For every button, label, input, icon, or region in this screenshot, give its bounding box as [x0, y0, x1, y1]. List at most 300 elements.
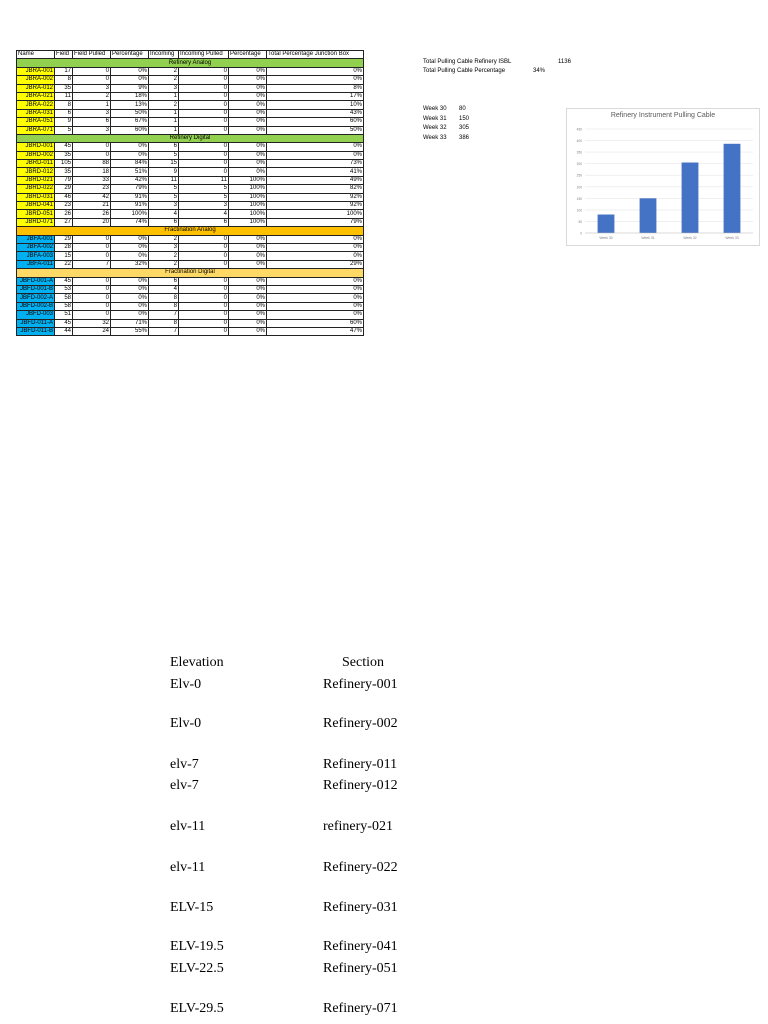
cell-incoming[interactable]: 3: [149, 84, 179, 92]
cell-incoming[interactable]: 4: [149, 210, 179, 218]
col-header-name: Name: [17, 51, 55, 59]
cell-field-percentage[interactable]: 32%: [111, 260, 149, 268]
cell-incoming[interactable]: 8: [149, 302, 179, 310]
cell-incoming-percentage[interactable]: 0%: [229, 235, 267, 243]
cell-incoming-percentage[interactable]: 0%: [229, 277, 267, 285]
section-value: Refinery-001: [323, 677, 398, 692]
cell-incoming-pulled[interactable]: 0: [179, 84, 229, 92]
cell-jb-name[interactable]: JBRD-021: [17, 176, 55, 184]
cell-total-percentage[interactable]: 79%: [267, 218, 364, 226]
cell-field[interactable]: 35: [55, 84, 73, 92]
cell-field-percentage[interactable]: 84%: [111, 160, 149, 168]
cell-field[interactable]: 9: [55, 118, 73, 126]
cell-incoming-pulled[interactable]: 0: [179, 151, 229, 159]
cell-field-pulled[interactable]: 33: [73, 176, 111, 184]
cell-field[interactable]: 5: [55, 126, 73, 134]
cell-field-percentage[interactable]: 51%: [111, 168, 149, 176]
cell-incoming[interactable]: 2: [149, 252, 179, 260]
cell-incoming-percentage[interactable]: 0%: [229, 84, 267, 92]
cell-total-percentage[interactable]: 0%: [267, 302, 364, 310]
cell-incoming-percentage[interactable]: 100%: [229, 218, 267, 226]
cell-field-percentage[interactable]: 0%: [111, 67, 149, 75]
cell-incoming-pulled[interactable]: 0: [179, 302, 229, 310]
cell-field[interactable]: 35: [55, 168, 73, 176]
cell-incoming-percentage[interactable]: 0%: [229, 294, 267, 302]
cell-incoming[interactable]: 6: [149, 143, 179, 151]
cell-jb-name[interactable]: JBRD-031: [17, 193, 55, 201]
cell-incoming-pulled[interactable]: 0: [179, 319, 229, 327]
cell-jb-name[interactable]: JBFA-011: [17, 260, 55, 268]
cell-total-percentage[interactable]: 92%: [267, 193, 364, 201]
section-title: Refinery Digital: [17, 134, 364, 142]
cell-incoming-pulled[interactable]: 11: [179, 176, 229, 184]
cell-field-percentage[interactable]: 0%: [111, 302, 149, 310]
cell-total-percentage[interactable]: 49%: [267, 176, 364, 184]
cell-jb-name[interactable]: JBFD-011-A: [17, 319, 55, 327]
cell-incoming[interactable]: 8: [149, 294, 179, 302]
cell-field-pulled[interactable]: 0: [73, 285, 111, 293]
cell-incoming-pulled[interactable]: 0: [179, 327, 229, 335]
cell-incoming-pulled[interactable]: 4: [179, 210, 229, 218]
cell-field[interactable]: 28: [55, 243, 73, 251]
cell-jb-name[interactable]: JBRD-071: [17, 218, 55, 226]
cell-field-pulled[interactable]: 0: [73, 294, 111, 302]
cell-incoming[interactable]: 11: [149, 176, 179, 184]
cell-field[interactable]: 23: [55, 202, 73, 210]
cell-field[interactable]: 8: [55, 76, 73, 84]
cell-incoming[interactable]: 1: [149, 92, 179, 100]
cell-field-pulled[interactable]: 0: [73, 311, 111, 319]
cell-jb-name[interactable]: JBRA-071: [17, 126, 55, 134]
cell-field-pulled[interactable]: 88: [73, 160, 111, 168]
cell-field-pulled[interactable]: 18: [73, 168, 111, 176]
cell-incoming-percentage[interactable]: 0%: [229, 319, 267, 327]
cell-total-percentage[interactable]: 10%: [267, 101, 364, 109]
cell-incoming[interactable]: 5: [149, 185, 179, 193]
cell-incoming-pulled[interactable]: 0: [179, 92, 229, 100]
cell-incoming-percentage[interactable]: 100%: [229, 193, 267, 201]
elevation-value: elv-7: [170, 778, 199, 793]
cell-incoming[interactable]: 1: [149, 118, 179, 126]
elevation-value: Elv-0: [170, 716, 202, 731]
cell-field[interactable]: 51: [55, 311, 73, 319]
summary-pct-value: 34%: [533, 68, 546, 74]
cell-jb-name[interactable]: JBRD-011: [17, 160, 55, 168]
cell-jb-name[interactable]: JBFD-001-B: [17, 285, 55, 293]
cell-incoming-pulled[interactable]: 3: [179, 202, 229, 210]
cell-incoming-pulled[interactable]: 0: [179, 235, 229, 243]
cell-incoming-pulled[interactable]: 0: [179, 285, 229, 293]
cell-field-percentage[interactable]: 0%: [111, 285, 149, 293]
cell-incoming[interactable]: 2: [149, 235, 179, 243]
bar[interactable]: [640, 198, 657, 233]
elevation-header: Elevation: [170, 655, 224, 670]
week-label: Week 32: [423, 125, 447, 131]
cell-field[interactable]: 15: [55, 252, 73, 260]
y-tick-label: 450: [576, 127, 582, 132]
section-header-row: [17, 269, 364, 277]
cell-field-pulled[interactable]: 21: [73, 202, 111, 210]
elevation-value: ELV-19.5: [170, 939, 224, 954]
cell-field-pulled[interactable]: 1: [73, 101, 111, 109]
cell-total-percentage[interactable]: 82%: [267, 185, 364, 193]
cell-field[interactable]: 26: [55, 210, 73, 218]
cell-jb-name[interactable]: JBFD-001-A: [17, 277, 55, 285]
cell-total-percentage[interactable]: 100%: [267, 210, 364, 218]
cell-total-percentage[interactable]: 0%: [267, 277, 364, 285]
cell-incoming[interactable]: 8: [149, 319, 179, 327]
cell-field-percentage[interactable]: 42%: [111, 176, 149, 184]
cell-field[interactable]: 8: [55, 101, 73, 109]
cell-jb-name[interactable]: JBFD-003: [17, 311, 55, 319]
table-row: [17, 243, 364, 251]
week-label: Week 33: [423, 134, 447, 141]
cell-incoming[interactable]: 5: [149, 151, 179, 159]
table-row: [17, 160, 364, 168]
cell-jb-name[interactable]: JBRA-031: [17, 109, 55, 117]
cell-incoming[interactable]: 6: [149, 277, 179, 285]
cell-jb-name[interactable]: JBFA-002: [17, 243, 55, 251]
cell-incoming[interactable]: 2: [149, 76, 179, 84]
cell-incoming-pulled[interactable]: 0: [179, 109, 229, 117]
cell-field[interactable]: 11: [55, 92, 73, 100]
cell-incoming[interactable]: 9: [149, 168, 179, 176]
cell-field-percentage[interactable]: 79%: [111, 185, 149, 193]
section-value: Refinery-051: [323, 961, 398, 976]
cell-field[interactable]: 53: [55, 285, 73, 293]
cell-total-percentage[interactable]: 8%: [267, 84, 364, 92]
cell-total-percentage[interactable]: 0%: [267, 67, 364, 75]
cell-field-percentage[interactable]: 0%: [111, 243, 149, 251]
cell-incoming[interactable]: 2: [149, 67, 179, 75]
cell-incoming-percentage[interactable]: 100%: [229, 185, 267, 193]
table-row: [17, 327, 364, 335]
cell-incoming-pulled[interactable]: 0: [179, 67, 229, 75]
cell-field-pulled[interactable]: 23: [73, 185, 111, 193]
table-row: [17, 319, 364, 327]
y-tick-label: 300: [576, 162, 582, 167]
cell-field-percentage[interactable]: 18%: [111, 92, 149, 100]
cell-incoming-pulled[interactable]: 0: [179, 260, 229, 268]
cell-field[interactable]: 29: [55, 235, 73, 243]
cell-field-pulled[interactable]: 0: [73, 67, 111, 75]
cell-field-pulled[interactable]: 20: [73, 218, 111, 226]
table-row: [17, 168, 364, 176]
cell-total-percentage[interactable]: 29%: [267, 260, 364, 268]
cell-incoming[interactable]: 15: [149, 160, 179, 168]
col-header-incoming-pulled: Incoming Pulled: [179, 51, 229, 59]
week-value: 305: [459, 125, 470, 131]
cell-incoming-percentage[interactable]: 0%: [229, 160, 267, 168]
cell-incoming-percentage[interactable]: 0%: [229, 101, 267, 109]
cell-incoming[interactable]: 3: [149, 202, 179, 210]
cell-incoming-pulled[interactable]: 0: [179, 277, 229, 285]
section-value: Refinery-031: [323, 900, 398, 915]
cell-field[interactable]: 79: [55, 176, 73, 184]
cell-field-pulled[interactable]: 0: [73, 277, 111, 285]
cell-field-percentage[interactable]: 60%: [111, 126, 149, 134]
cell-total-percentage[interactable]: 43%: [267, 109, 364, 117]
cell-field-percentage[interactable]: 13%: [111, 101, 149, 109]
cell-field-percentage[interactable]: 91%: [111, 202, 149, 210]
cell-incoming-percentage[interactable]: 0%: [229, 76, 267, 84]
cell-field-percentage[interactable]: 100%: [111, 210, 149, 218]
table-row: [17, 202, 364, 210]
cell-total-percentage[interactable]: 0%: [267, 285, 364, 293]
summary-total-label: Total Pulling Cable Refinery ISBL: [423, 59, 512, 65]
cell-jb-name[interactable]: JBRA-001: [17, 67, 55, 75]
table-header-row: [17, 51, 364, 59]
cell-jb-name[interactable]: JBRA-002: [17, 76, 55, 84]
cell-field-pulled[interactable]: 26: [73, 210, 111, 218]
table-row: [17, 294, 364, 302]
section-value: Refinery-041: [323, 939, 398, 954]
cell-incoming-percentage[interactable]: 0%: [229, 252, 267, 260]
cell-field[interactable]: 35: [55, 151, 73, 159]
y-tick-label: 150: [576, 196, 582, 201]
cell-incoming-percentage[interactable]: 0%: [229, 302, 267, 310]
cell-incoming[interactable]: 1: [149, 126, 179, 134]
cell-total-percentage[interactable]: 0%: [267, 235, 364, 243]
cell-field-percentage[interactable]: 0%: [111, 151, 149, 159]
cell-field-pulled[interactable]: 2: [73, 92, 111, 100]
cell-jb-name[interactable]: JBFD-002-A: [17, 294, 55, 302]
cell-incoming-percentage[interactable]: 0%: [229, 327, 267, 335]
cell-incoming-percentage[interactable]: 0%: [229, 118, 267, 126]
cell-field-pulled[interactable]: 3: [73, 109, 111, 117]
cell-total-percentage[interactable]: 0%: [267, 294, 364, 302]
cell-jb-name[interactable]: JBFA-003: [17, 252, 55, 260]
cell-incoming-percentage[interactable]: 100%: [229, 202, 267, 210]
cell-jb-name[interactable]: JBRD-012: [17, 168, 55, 176]
col-header-total-percentage: Total Percentage Junction Box: [267, 51, 364, 59]
cell-field-pulled[interactable]: 7: [73, 260, 111, 268]
cell-field-pulled[interactable]: 0: [73, 243, 111, 251]
cell-total-percentage[interactable]: 17%: [267, 92, 364, 100]
cell-incoming-pulled[interactable]: 0: [179, 243, 229, 251]
cell-incoming-percentage[interactable]: 0%: [229, 151, 267, 159]
y-tick-label: 0: [580, 231, 582, 236]
cell-field-pulled[interactable]: 0: [73, 143, 111, 151]
cell-total-percentage[interactable]: 73%: [267, 160, 364, 168]
cell-field-pulled[interactable]: 0: [73, 76, 111, 84]
summary-pct-label: Total Pulling Cable Percentage: [423, 68, 506, 74]
cell-field[interactable]: 58: [55, 294, 73, 302]
cell-incoming-percentage[interactable]: 100%: [229, 210, 267, 218]
cell-total-percentage[interactable]: 0%: [267, 243, 364, 251]
cell-field-percentage[interactable]: 0%: [111, 294, 149, 302]
table-row: [17, 193, 364, 201]
cell-jb-name[interactable]: JBRA-022: [17, 101, 55, 109]
cell-total-percentage[interactable]: 60%: [267, 319, 364, 327]
cell-jb-name[interactable]: JBRD-051: [17, 210, 55, 218]
cell-jb-name[interactable]: JBFA-001: [17, 235, 55, 243]
section-value: Refinery-022: [323, 860, 398, 875]
table-row: [17, 252, 364, 260]
cell-incoming[interactable]: 7: [149, 327, 179, 335]
cell-total-percentage[interactable]: 0%: [267, 151, 364, 159]
cell-incoming-percentage[interactable]: 0%: [229, 109, 267, 117]
cell-incoming[interactable]: 5: [149, 193, 179, 201]
cell-field-pulled[interactable]: 3: [73, 126, 111, 134]
cell-field-percentage[interactable]: 0%: [111, 143, 149, 151]
table-row: [17, 176, 364, 184]
cell-field[interactable]: 45: [55, 143, 73, 151]
cell-field-percentage[interactable]: 67%: [111, 118, 149, 126]
cell-field-percentage[interactable]: 74%: [111, 218, 149, 226]
table-row: [17, 260, 364, 268]
week-label: Week 31: [423, 115, 447, 122]
cell-incoming-percentage[interactable]: 0%: [229, 285, 267, 293]
col-header-field: Field: [55, 51, 73, 59]
cell-incoming-percentage[interactable]: 0%: [229, 243, 267, 251]
cell-incoming-percentage[interactable]: 100%: [229, 176, 267, 184]
chart-title: Refinery Instrument Pulling Cable: [610, 112, 716, 119]
cell-field[interactable]: 29: [55, 185, 73, 193]
cell-field-percentage[interactable]: 9%: [111, 84, 149, 92]
cell-field-pulled[interactable]: 6: [73, 118, 111, 126]
cell-incoming-percentage[interactable]: 0%: [229, 311, 267, 319]
cell-jb-name[interactable]: JBRD-002: [17, 151, 55, 159]
table-row: [17, 84, 364, 92]
cell-field[interactable]: 45: [55, 319, 73, 327]
cell-jb-name[interactable]: JBFD-011-B: [17, 327, 55, 335]
table-row: [17, 218, 364, 226]
cell-field-pulled[interactable]: 0: [73, 151, 111, 159]
cell-field[interactable]: 22: [55, 260, 73, 268]
cell-incoming-pulled[interactable]: 5: [179, 193, 229, 201]
section-header-row: [17, 59, 364, 67]
cell-incoming-percentage[interactable]: 0%: [229, 126, 267, 134]
section-value: Refinery-012: [323, 778, 398, 793]
cell-total-percentage[interactable]: 50%: [267, 126, 364, 134]
cell-incoming-percentage[interactable]: 0%: [229, 260, 267, 268]
cell-jb-name[interactable]: JBRD-001: [17, 143, 55, 151]
junction-box-table: [16, 50, 364, 336]
cell-total-percentage[interactable]: 0%: [267, 76, 364, 84]
cell-incoming-pulled[interactable]: 0: [179, 311, 229, 319]
table-row: [17, 67, 364, 75]
x-tick-label: Week 32: [683, 236, 697, 240]
cell-field[interactable]: 45: [55, 277, 73, 285]
cell-field-pulled[interactable]: 0: [73, 302, 111, 310]
cell-field-pulled[interactable]: 32: [73, 319, 111, 327]
section-value: Refinery-002: [323, 716, 398, 731]
cell-incoming[interactable]: 3: [149, 243, 179, 251]
table-row: [17, 118, 364, 126]
cell-jb-name[interactable]: JBRA-021: [17, 92, 55, 100]
cell-incoming-pulled[interactable]: 0: [179, 160, 229, 168]
table-row: [17, 126, 364, 134]
cell-incoming-pulled[interactable]: 0: [179, 101, 229, 109]
cell-jb-name[interactable]: JBFD-002-B: [17, 302, 55, 310]
cell-field-percentage[interactable]: 0%: [111, 235, 149, 243]
cell-incoming[interactable]: 1: [149, 109, 179, 117]
cell-total-percentage[interactable]: 0%: [267, 143, 364, 151]
cell-incoming-pulled[interactable]: 0: [179, 143, 229, 151]
cell-incoming-pulled[interactable]: 0: [179, 294, 229, 302]
table-row: [17, 151, 364, 159]
cell-field[interactable]: 46: [55, 193, 73, 201]
cell-field[interactable]: 58: [55, 302, 73, 310]
cell-field-percentage[interactable]: 71%: [111, 319, 149, 327]
cell-field-pulled[interactable]: 3: [73, 84, 111, 92]
section-title: Refinery Analog: [17, 59, 364, 67]
cell-field-pulled[interactable]: 24: [73, 327, 111, 335]
cell-jb-name[interactable]: JBRA-051: [17, 118, 55, 126]
cell-incoming-pulled[interactable]: 5: [179, 185, 229, 193]
col-header-percentage: Percentage: [111, 51, 149, 59]
cell-total-percentage[interactable]: 92%: [267, 202, 364, 210]
cell-incoming-pulled[interactable]: 0: [179, 252, 229, 260]
cell-jb-name[interactable]: JBRA-012: [17, 84, 55, 92]
cell-field[interactable]: 105: [55, 160, 73, 168]
bar[interactable]: [598, 215, 615, 233]
cell-incoming[interactable]: 6: [149, 218, 179, 226]
x-tick-label: Week 31: [641, 236, 655, 240]
cell-field-percentage[interactable]: 55%: [111, 327, 149, 335]
cell-field[interactable]: 27: [55, 218, 73, 226]
cell-field-percentage[interactable]: 0%: [111, 277, 149, 285]
bar[interactable]: [682, 163, 699, 233]
elevation-value: elv-11: [170, 860, 206, 875]
cell-incoming[interactable]: 4: [149, 285, 179, 293]
cell-field-percentage[interactable]: 0%: [111, 311, 149, 319]
table-row: [17, 235, 364, 243]
cell-incoming[interactable]: 2: [149, 260, 179, 268]
cell-incoming-pulled[interactable]: 0: [179, 126, 229, 134]
cell-incoming-percentage[interactable]: 0%: [229, 92, 267, 100]
cell-incoming-pulled[interactable]: 6: [179, 218, 229, 226]
cell-total-percentage[interactable]: 41%: [267, 168, 364, 176]
cell-incoming[interactable]: 2: [149, 101, 179, 109]
y-tick-label: 200: [576, 185, 582, 190]
cell-incoming-percentage[interactable]: 0%: [229, 143, 267, 151]
cell-total-percentage[interactable]: 60%: [267, 118, 364, 126]
cell-incoming-pulled[interactable]: 0: [179, 76, 229, 84]
table-row: [17, 76, 364, 84]
cell-jb-name[interactable]: JBRD-041: [17, 202, 55, 210]
cell-field[interactable]: 44: [55, 327, 73, 335]
cell-total-percentage[interactable]: 0%: [267, 252, 364, 260]
cell-incoming-percentage[interactable]: 0%: [229, 67, 267, 75]
section-header-row: [17, 134, 364, 142]
cell-field-pulled[interactable]: 0: [73, 252, 111, 260]
cell-field-percentage[interactable]: 50%: [111, 109, 149, 117]
cell-incoming[interactable]: 7: [149, 311, 179, 319]
cell-total-percentage[interactable]: 0%: [267, 311, 364, 319]
week-value: 386: [459, 134, 470, 141]
cell-field-percentage[interactable]: 0%: [111, 76, 149, 84]
elevation-value: elv-7: [170, 757, 199, 772]
table-row: [17, 285, 364, 293]
cell-field[interactable]: 6: [55, 109, 73, 117]
cell-field-pulled[interactable]: 42: [73, 193, 111, 201]
cell-incoming-percentage[interactable]: 0%: [229, 168, 267, 176]
cell-field-pulled[interactable]: 0: [73, 235, 111, 243]
cell-field-percentage[interactable]: 0%: [111, 252, 149, 260]
cell-total-percentage[interactable]: 47%: [267, 327, 364, 335]
pulling-cable-chart[interactable]: [566, 108, 760, 246]
bar[interactable]: [724, 144, 741, 233]
cell-incoming-pulled[interactable]: 0: [179, 168, 229, 176]
cell-incoming-pulled[interactable]: 0: [179, 118, 229, 126]
cell-field-percentage[interactable]: 91%: [111, 193, 149, 201]
cell-field[interactable]: 17: [55, 67, 73, 75]
table-row: [17, 143, 364, 151]
cell-jb-name[interactable]: JBRD-022: [17, 185, 55, 193]
section-header: Section: [342, 655, 384, 670]
